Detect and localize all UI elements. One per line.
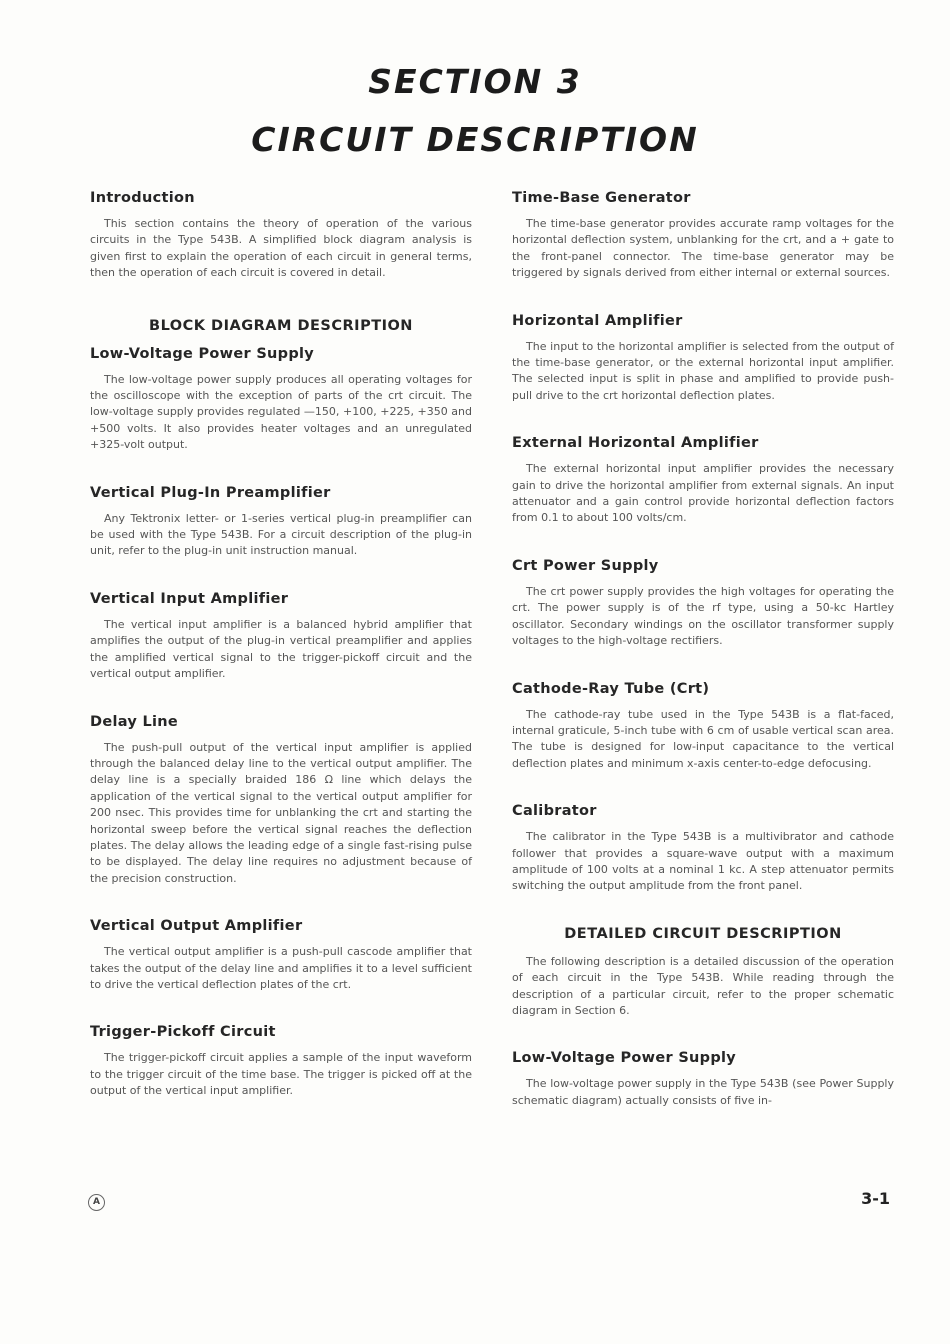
section-external-horizontal-amplifier — [512, 435, 894, 527]
section-low-voltage-supply-detail — [512, 1050, 894, 1109]
section-cathode-ray-tube — [512, 681, 894, 773]
heading-horizontal-amplifier: Horizontal Amplifier — [512, 312, 683, 329]
heading-time-base-generator: Time-Base Generator — [512, 190, 691, 206]
paragraph-low-voltage-supply-detail: The low-voltage power supply in the Type 543B (see Power Supply schematic diagram) actually consists of five in- — [512, 1077, 894, 1107]
section-detailed-description — [512, 926, 894, 1020]
section-calibrator — [512, 803, 894, 895]
section-introduction — [90, 190, 472, 282]
heading-block-diagram: BLOCK DIAGRAM DESCRIPTION — [149, 317, 413, 334]
section-low-voltage-supply — [90, 346, 472, 454]
heading-delay-line: Delay Line — [90, 713, 179, 730]
section-plugin-preamplifier — [90, 485, 472, 560]
paragraph-low-voltage-supply: The low-voltage power supply produces all operating voltages for the oscilloscope with the exception of parts of the crt circuit. The low-voltage supply provides regulated —150, +100, +225, +350 and +500 volts. It also provides heater voltages and an unregulated +325-volt output. — [90, 372, 472, 452]
heading-plugin-preamplifier: Vertical Plug-In Preamplifier — [90, 484, 331, 501]
section-number: SECTION 3 — [368, 62, 582, 101]
paragraph-vertical-output-amplifier: The vertical output amplifier is a push-pull cascode amplifier that takes the output of the delay line and amplifies it to a level sufficient to drive the vertical deflection plates of the crt. — [90, 945, 472, 991]
heading-low-voltage-supply: Low-Voltage Power Supply — [90, 345, 315, 362]
page-number: 3-1 — [861, 1189, 890, 1208]
heading-trigger-pickoff: Trigger-Pickoff Circuit — [90, 1024, 276, 1041]
paragraph-crt-power-supply: The crt power supply provides the high voltages for operating the crt. The power supply is of the rf type, using a 50-kc Hartley oscillator. Secondary windings on the oscillator transformer supply voltages to the high-voltage rectifiers. — [512, 584, 894, 648]
section-delay-line — [90, 714, 472, 888]
heading-external-horizontal-amplifier: External Horizontal Amplifier — [512, 435, 759, 452]
heading-vertical-output-amplifier: Vertical Output Amplifier — [90, 918, 303, 935]
section-horizontal-amplifier — [512, 313, 894, 405]
paragraph-trigger-pickoff: The trigger-pickoff circuit applies a sample of the input waveform to the trigger circuit of the time base. The trigger is picked off at the output of the vertical input amplifier. — [90, 1051, 472, 1098]
paragraph-vertical-input-amplifier: The vertical input amplifier is a balanced hybrid amplifier that amplifies the output of the plug-in vertical preamplifier and applies the amplified vertical signal to the trigger-pickoff circuit and the vertical output amplifier. — [90, 617, 472, 681]
heading-cathode-ray-tube: Cathode-Ray Tube (Crt) — [512, 680, 710, 697]
left-column — [90, 190, 472, 1131]
paragraph-introduction: This section contains the theory of operation of the various circuits in the Type 543B. A simplified block diagram analysis is given first to explain the operation of each circuit in general terms, then the operation of each circuit is covered in detail. — [90, 217, 472, 280]
right-column — [512, 190, 894, 1140]
section-time-base-generator — [512, 190, 894, 282]
paragraph-external-horizontal-amplifier: The external horizontal input amplifier provides the necessary gain to drive the horizontal amplifier from external signals. An input attenuator and a gain control provide horizontal deflection factors from 0.1 to about 100 volts/cm. — [512, 462, 894, 525]
page-title: CIRCUIT DESCRIPTION — [251, 120, 699, 159]
heading-calibrator: Calibrator — [512, 803, 597, 820]
paragraph-plugin-preamplifier: Any Tektronix letter- or 1-series vertical plug-in preamplifier can be used with the Type 543B. For a circuit description of the plug-in unit, refer to the plug-in unit instruction manual. — [90, 511, 472, 558]
heading-detailed-description: DETAILED CIRCUIT DESCRIPTION — [564, 925, 842, 942]
heading-introduction: Introduction — [90, 190, 195, 206]
section-vertical-input-amplifier — [90, 591, 472, 683]
heading-crt-power-supply: Crt Power Supply — [512, 557, 659, 574]
paragraph-delay-line: The push-pull output of the vertical input amplifier is applied through the balanced delay line to the vertical output amplifier. The delay line is a specially braided 186 Ω line which delays the application of the vertical signal to the vertical output amplifier for 200 nsec. This provides time for unblanking the crt and starting the horizontal sweep before the vertical signal reaches the deflection plates. The delay allows the leading edge of a single fast-rising pulse to be displayed. The delay line requires no adjustment because of the precision construction. — [90, 740, 472, 885]
paragraph-cathode-ray-tube: The cathode-ray tube used in the Type 543B is a flat-faced, internal graticule, 5-inch tube with 6 cm of usable vertical scan area. The tube is designed for low-input capacitance to the vertical deflection plates and minimum x-axis center-to-edge defocusing. — [512, 707, 894, 770]
section-trigger-pickoff — [90, 1024, 472, 1099]
paragraph-detailed-description: The following description is a detailed discussion of the operation of each circuit in the Type 543B. While reading through the description of a particular circuit, refer to the proper schematic diagram in Section 6. — [512, 954, 894, 1017]
heading-low-voltage-supply-detail: Low-Voltage Power Supply — [512, 1050, 737, 1067]
section-crt-power-supply — [512, 558, 894, 650]
section-vertical-output-amplifier — [90, 918, 472, 993]
paragraph-time-base-generator: The time-base generator provides accurate ramp voltages for the horizontal deflection system, unblanking for the crt, and a + gate to the front-panel connector. The time-base generator may be triggered by signals derived from either internal or external sources. — [512, 217, 894, 280]
paragraph-calibrator: The calibrator in the Type 543B is a multivibrator and cathode follower that provides a square-wave output with a maximum amplitude of 100 volts at a nominal 1 kc. A step attenuator permits switching the output amplitude from the front panel. — [512, 830, 894, 893]
publisher-mark: A — [88, 1194, 105, 1211]
paragraph-horizontal-amplifier: The input to the horizontal amplifier is selected from the output of the time-base generator, or the external horizontal input amplifier. The selected input is split in phase and amplified to provide push-pull drive to the crt horizontal deflection plates. — [512, 339, 894, 402]
heading-vertical-input-amplifier: Vertical Input Amplifier — [90, 590, 289, 607]
